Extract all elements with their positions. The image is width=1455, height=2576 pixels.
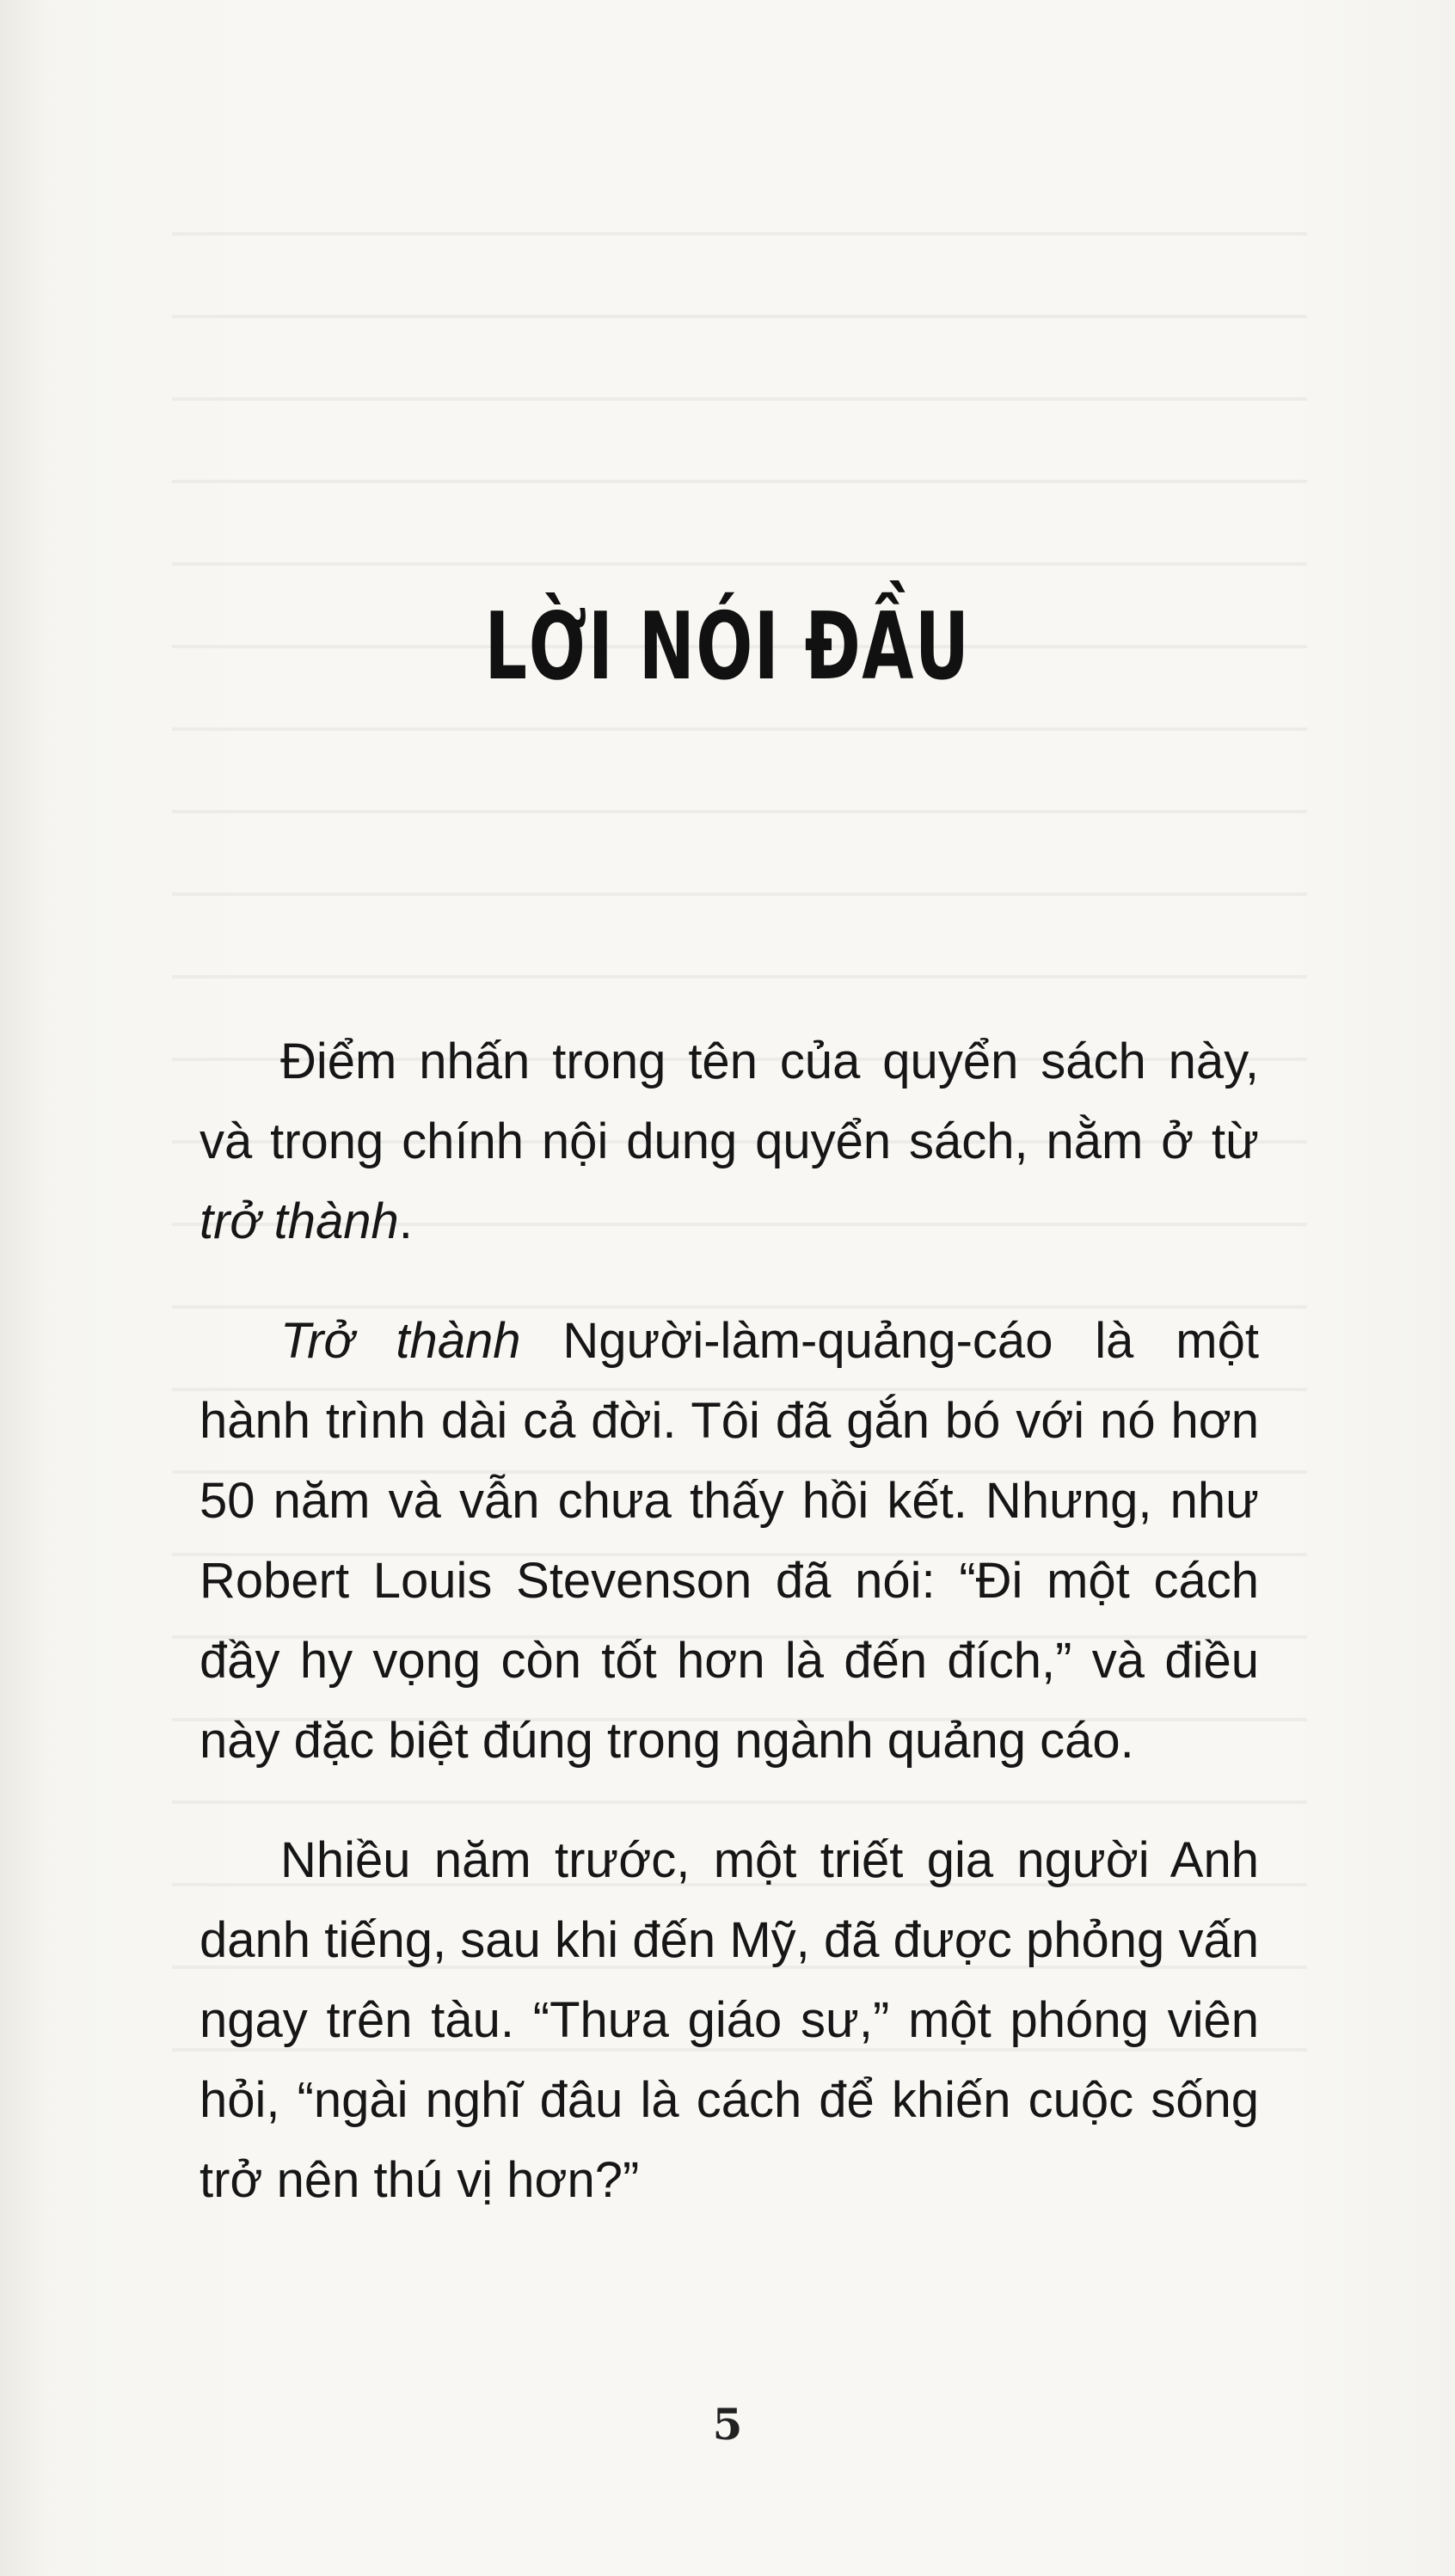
paragraph-2 bbox=[200, 1301, 1259, 1781]
page-number: 5 bbox=[712, 2399, 743, 2450]
chapter-title: LỜI NÓI ĐẦU bbox=[484, 593, 971, 701]
paragraph-1-punct: . bbox=[398, 1193, 413, 1249]
paragraph-1-italic-term: trở thành bbox=[200, 1193, 399, 1249]
paragraph-1 bbox=[200, 1021, 1259, 1261]
paragraph-3 bbox=[200, 1820, 1259, 2220]
body-text bbox=[200, 1021, 1259, 2260]
paragraph-2-text: Người-làm-quảng-cáo là một hành trình dài cả đời. Tôi đã gắn bó với nó hơn 50 năm và vẫn chưa thấy hồi kết. Nhưng, như Robert Louis Stevenson đã nói: “Đi một cách đầy hy vọng còn tốt hơn là đến đích,” và điều này đặc biệt đúng trong ngành quảng cáo. bbox=[200, 1313, 1259, 1769]
paragraph-3-text: Nhiều năm trước, một triết gia người Anh danh tiếng, sau khi đến Mỹ, đã được phỏng vấn ngay trên tàu. “Thưa giáo sư,” một phóng viên hỏi, “ngài nghĩ đâu là cách để khiến cuộc sống trở nên thú vị hơn?” bbox=[200, 1832, 1259, 2208]
paragraph-2-italic-lead: Trở thành bbox=[280, 1313, 521, 1369]
paragraph-1-text: Điểm nhấn trong tên của quyển sách này, và trong chính nội dung quyển sách, nằm ở từ bbox=[200, 1033, 1259, 1169]
